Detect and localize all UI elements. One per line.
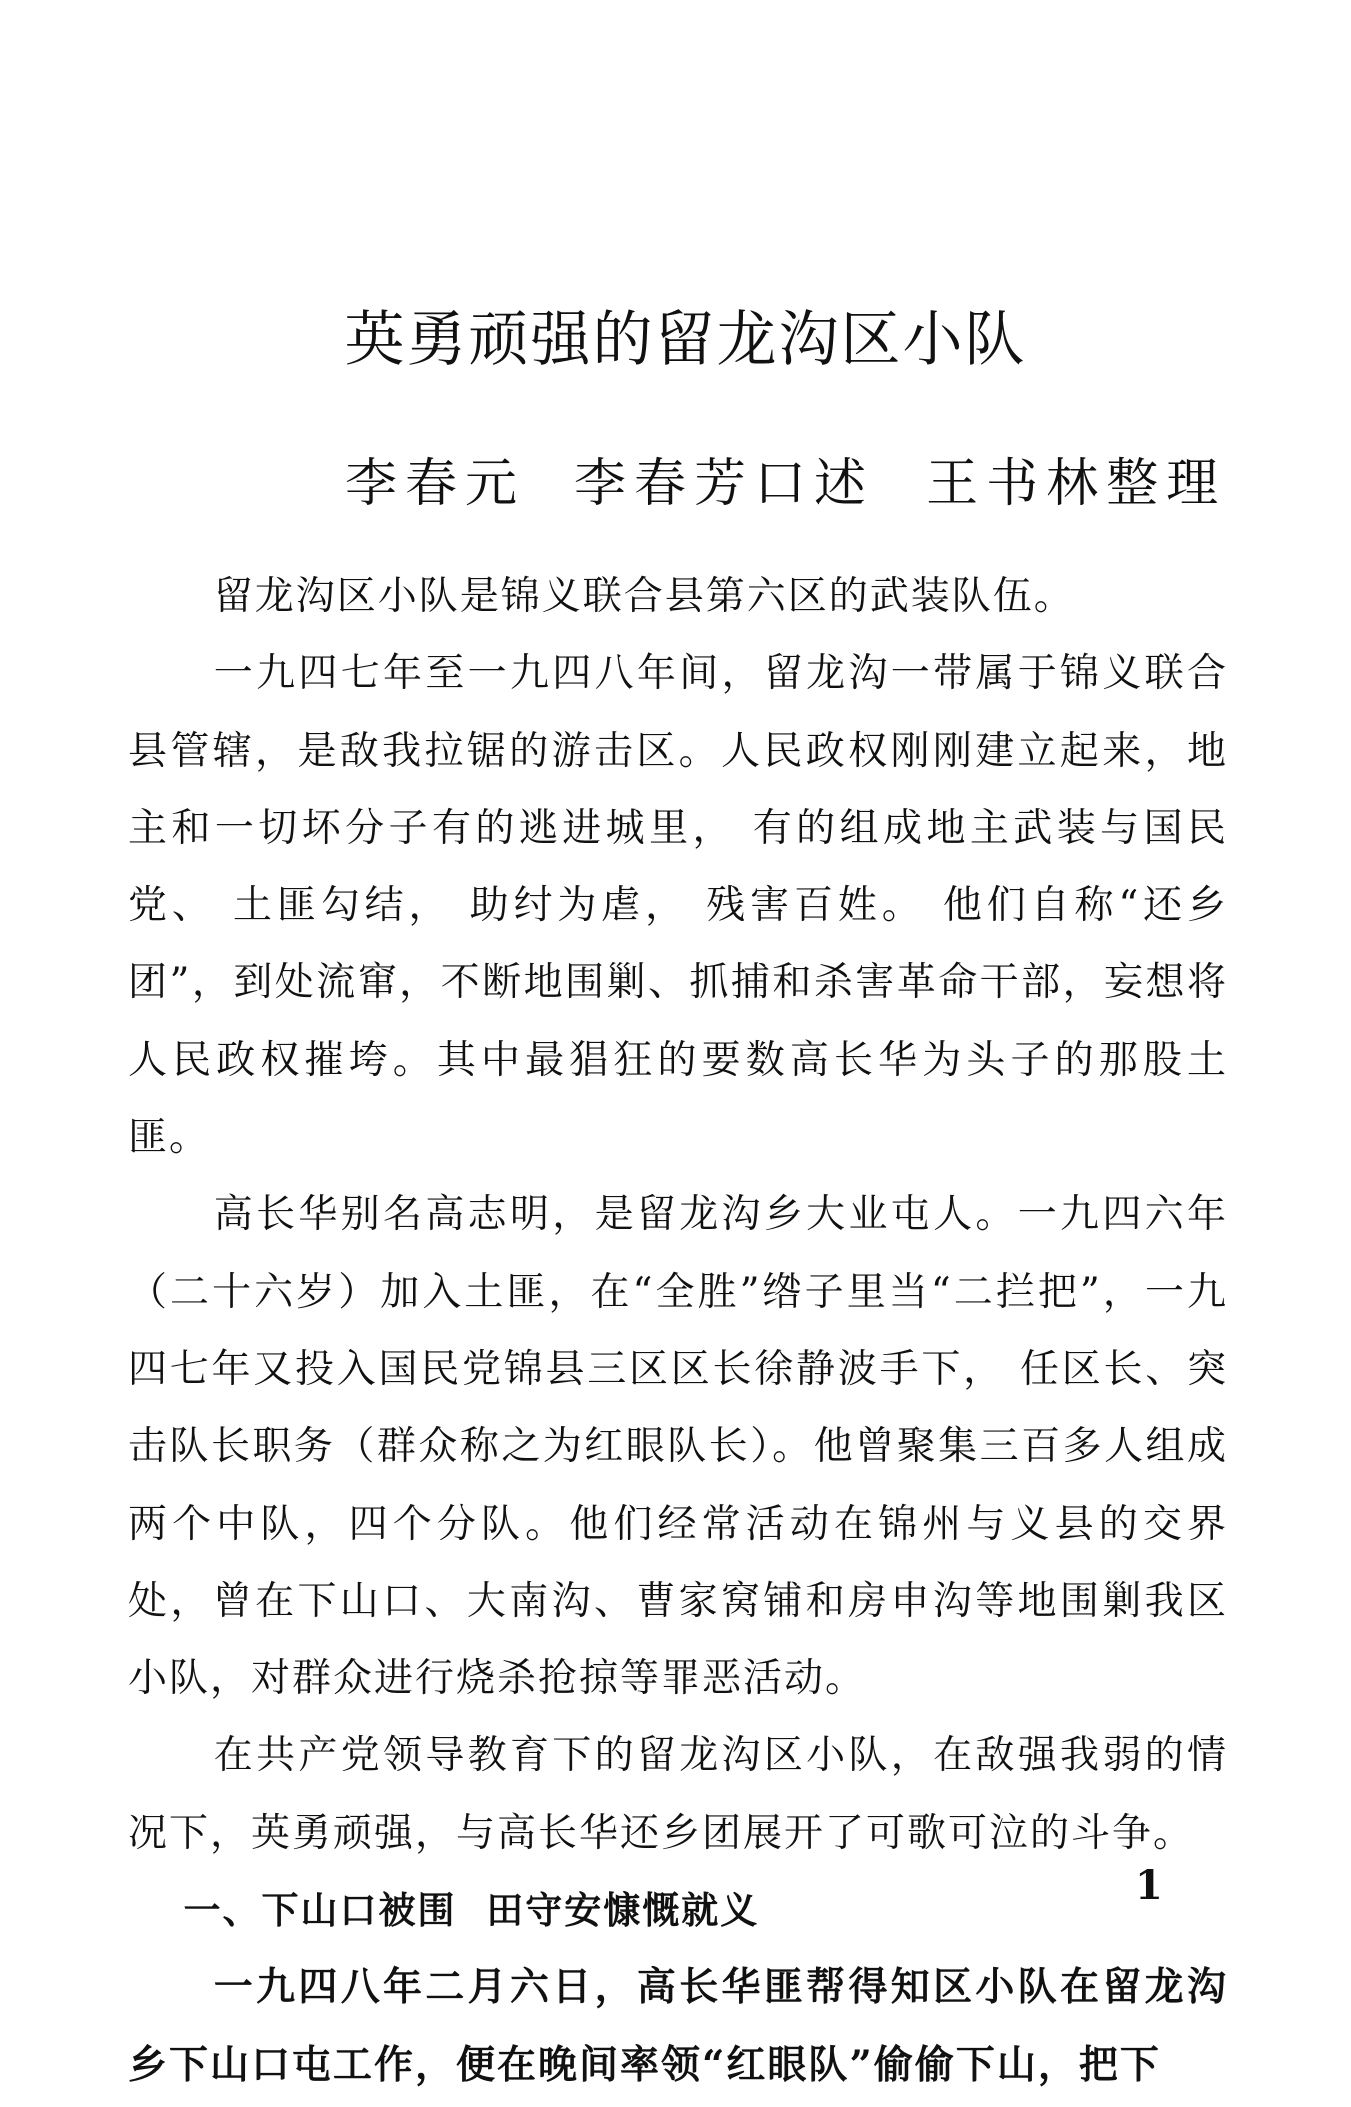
byline-editor: 王书林整理 bbox=[926, 454, 1227, 514]
article-body bbox=[128, 558, 1228, 2104]
byline bbox=[345, 448, 1226, 520]
paragraph: 高长华别名高志明，是留龙沟乡大业屯人。一九四六年（二十六岁）加入土匪，在“全胜”绺子里当“二拦把”，一九四七年又投入国民党锦县三区区长徐静波手下， 任区长、突击队长职务（群众称之为红眼队长）。他曾聚集三百多人组成两个中队，四个分队。他们经常活动在锦州与义县的交界处，曾在下山口、大南沟、曹家窝铺和房申沟等地围剿我区小队，对群众进行烧杀抢掠等罪恶活动。 bbox=[128, 1192, 1228, 1702]
paragraph: 留龙沟区小队是锦义联合县第六区的武装队伍。 bbox=[213, 574, 1075, 619]
paragraph: 在共产党领导教育下的留龙沟区小队，在敌强我弱的情况下，英勇顽强，与高长华还乡团展开了可歌可泣的斗争。 bbox=[128, 1733, 1228, 1856]
section-paragraph: 一九四八年二月六日，高长华匪帮得知区小队在留龙沟乡下山口屯工作，便在晚间率领“红眼队”偷偷下山，把下 bbox=[128, 1964, 1228, 2088]
section-heading: 一、下山口被围 田守安慷慨就义 bbox=[183, 1889, 760, 1933]
paragraph: 一九四七年至一九四八年间，留龙沟一带属于锦义联合县管辖，是敌我拉锯的游击区。人民政权刚刚建立起来，地主和一切坏分子有的逃进城里， 有的组成地主武装与国民党、 土匪勾结， 助纣为虐， 残害百姓。 他们自称“还乡团”，到处流窜，不断地围剿、抓捕和杀害革命干部，妄想将人民政权摧垮。其中最猖狂的要数高长华为头子的那股土匪。 bbox=[128, 651, 1228, 1161]
byline-narrators: 李春元 李春芳口述 bbox=[345, 454, 875, 514]
page-number: 1 bbox=[1135, 1862, 1163, 1909]
article-title: 英勇顽强的留龙沟区小队 bbox=[344, 305, 1027, 375]
